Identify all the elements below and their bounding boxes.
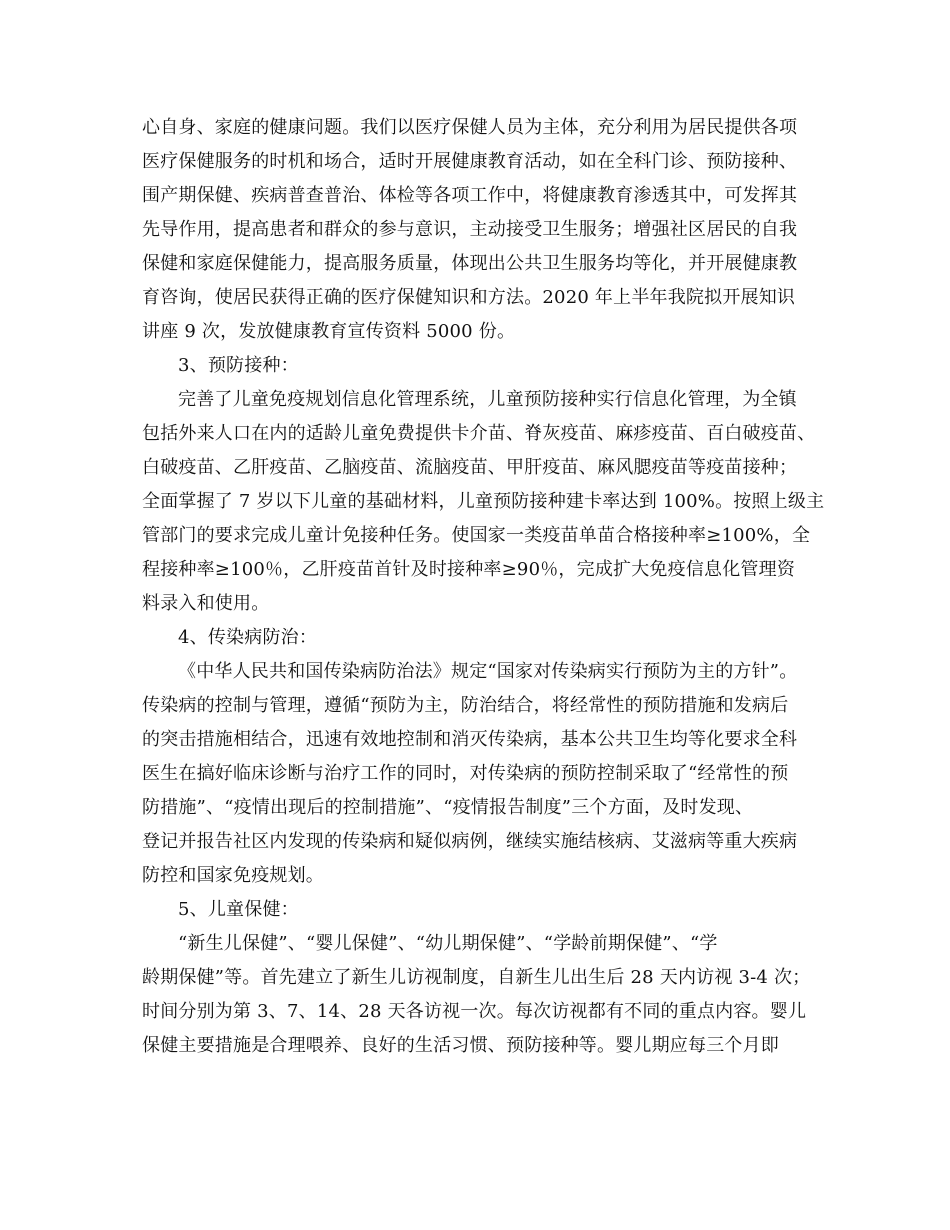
paragraph-line: 料录入和使用。 [142, 593, 270, 614]
paragraph-line: 传染病的控制与管理，遵循“预防为主，防治结合，将经常性的预防措施和发病后 [142, 695, 789, 716]
paragraph-line: 医疗保健服务的时机和场合，适时开展健康教育活动，如在全科门诊、预防接种、 [142, 151, 798, 172]
paragraph-line: 《中华人民共和国传染病防治法》规定“国家对传染病实行预防为主的方针”。 [178, 661, 798, 682]
paragraph-line: 医生在搞好临床诊断与治疗工作的同时，对传染病的预防控制采取了“经常性的预 [142, 763, 789, 784]
paragraph-line: “新生儿保健”、“婴儿保健”、“幼儿期保健”、“学龄前期保健”、“学 [178, 933, 718, 954]
paragraph-line: 管部门的要求完成儿童计免接种任务。使国家一类疫苗单苗合格接种率≥100%，全 [142, 525, 811, 546]
paragraph-line: 白破疫苗、乙肝疫苗、乙脑疫苗、流脑疫苗、甲肝疫苗、麻风腮疫苗等疫苗接种； [142, 457, 798, 478]
paragraph-line: 心自身、家庭的健康问题。我们以医疗保健人员为主体，充分利用为居民提供各项 [142, 117, 798, 138]
paragraph-line: 保健主要措施是合理喂养、良好的生活习惯、预防接种等。婴儿期应每三个月即 [142, 1035, 779, 1056]
paragraph-line: 时间分别为第 3、7、14、28 天各访视一次。每次访视都有不同的重点内容。婴儿 [142, 1001, 807, 1022]
paragraph-line: 防控和国家免疫规划。 [142, 865, 324, 886]
paragraph-line: 保健和家庭保健能力，提高服务质量，体现出公共卫生服务均等化，并开展健康教 [142, 253, 798, 274]
paragraph-line: 防措施”、“疫情出现后的控制措施”、“疫情报告制度”三个方面，及时发现、 [142, 797, 754, 818]
paragraph-line: 围产期保健、疾病普查普治、体检等各项工作中，将健康教育渗透其中，可发挥其 [142, 185, 798, 206]
section-heading-child-health: 5、儿童保健： [178, 899, 299, 920]
paragraph-line: 完善了儿童免疫规划信息化管理系统，儿童预防接种实行信息化管理，为全镇 [178, 389, 797, 410]
paragraph-line: 龄期保健”等。首先建立了新生儿访视制度，自新生儿出生后 28 天内访视 3-4 次； [142, 967, 811, 988]
section-heading-vaccination: 3、预防接种： [178, 355, 299, 376]
paragraph-line: 包括外来人口在内的适龄儿童免费提供卡介苗、脊灰疫苗、麻疹疫苗、百白破疫苗、 [142, 423, 816, 444]
paragraph-line: 育咨询，使居民获得正确的医疗保健知识和方法。2020 年上半年我院拟开展知识 [142, 287, 796, 308]
paragraph-line: 全面掌握了 7 岁以下儿童的基础材料，儿童预防接种建卡率达到 100%。按照上级主 [142, 491, 825, 512]
paragraph-line: 讲座 9 次，发放健康教育宣传资料 5000 份。 [142, 321, 516, 342]
paragraph-line: 登记并报告社区内发现的传染病和疑似病例，继续实施结核病、艾滋病等重大疾病 [142, 831, 798, 852]
section-heading-infectious-disease: 4、传染病防治： [178, 627, 318, 648]
paragraph-line: 程接种率≥100％，乙肝疫苗首针及时接种率≥90％，完成扩大免疫信息化管理资 [142, 559, 796, 580]
paragraph-line: 先导作用，提高患者和群众的参与意识，主动接受卫生服务；增强社区居民的自我 [142, 219, 798, 240]
paragraph-line: 的突击措施相结合，迅速有效地控制和消灭传染病，基本公共卫生均等化要求全科 [142, 729, 798, 750]
